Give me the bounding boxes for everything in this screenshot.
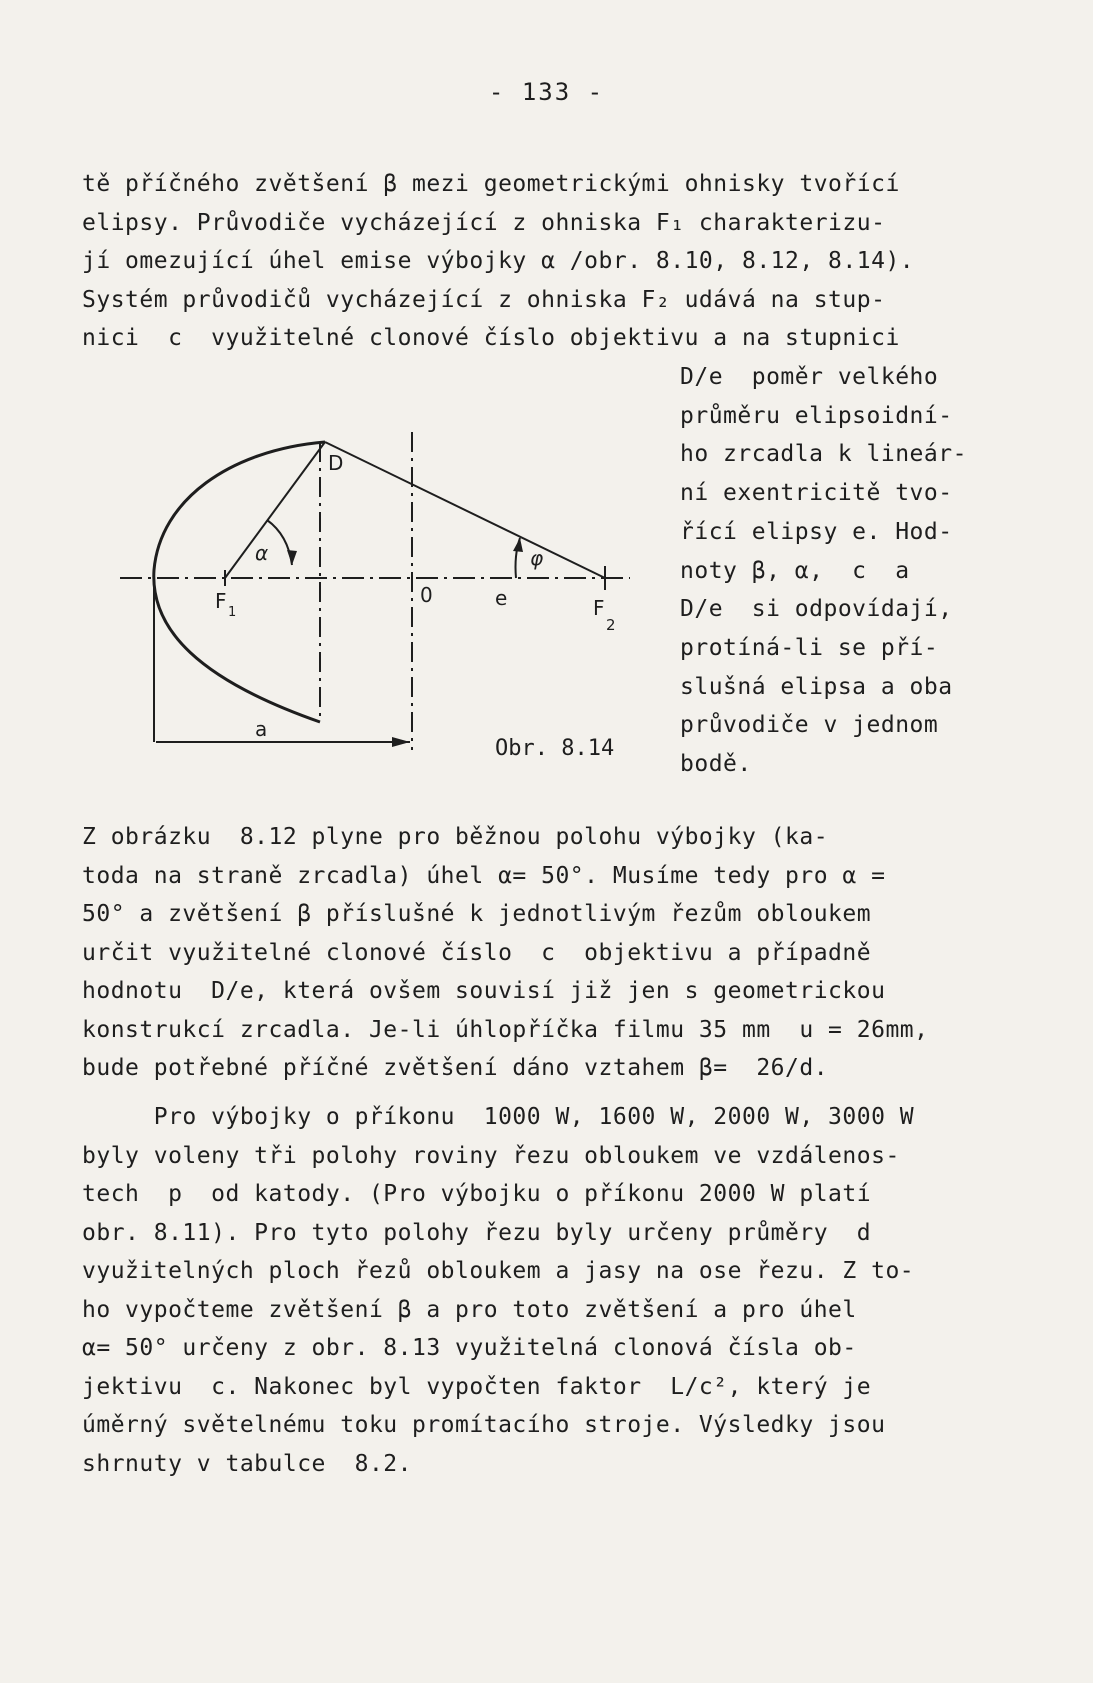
text-line: byly voleny tři polohy roviny řezu obloukem ve vzdálenos- (82, 1142, 900, 1169)
text-line: obr. 8.11). Pro tyto polohy řezu byly určeny průměry d (82, 1219, 872, 1246)
text-line: jektivu c. Nakonec byl vypočten faktor L/c², který je (82, 1373, 872, 1400)
ellipse-arc (154, 442, 325, 722)
text-line: D/e si odpovídají, (680, 596, 953, 623)
text-line: využitelných ploch řezů obloukem a jasy na ose řezu. Z to- (82, 1258, 915, 1284)
label-f1-sub: 1 (228, 605, 237, 620)
text-line: toda na straně zrcadla) úhel α= 50°. Musíme tedy pro α = (82, 862, 886, 889)
figure-caption: Obr. 8.14 (495, 736, 615, 761)
text-line: určit využitelné clonové číslo c objektivu a případně (82, 939, 872, 966)
text-line: bude potřebné příčné zvětšení dáno vztahem β= 26/d. (82, 1055, 829, 1081)
text-line: řící elipsy e. Hod- (680, 518, 953, 545)
text-line: hodnotu D/e, která ovšem souvisí již jen s geometrickou (82, 978, 886, 1004)
text-line: průměru elipsoidní- (680, 402, 953, 429)
label-f1: F (215, 589, 227, 613)
label-e: e (495, 586, 508, 610)
text-line: průvodiče v jednom (680, 712, 939, 739)
text-line: protíná-li se pří- (680, 634, 939, 661)
text-line: elipsy. Průvodiče vycházející z ohniska F₁ charakterizu- (82, 209, 886, 236)
text-line: ní exentricitě tvo- (680, 480, 953, 507)
text-line: nici c využitelné clonové číslo objektivu a na stupnici (82, 325, 900, 351)
text-line: Pro výbojky o příkonu 1000 W, 1600 W, 2000 W, 3000 W (82, 1104, 915, 1130)
sidebar-text (680, 358, 1010, 784)
text-line: Systém průvodičů vycházející z ohniska F₂ udává na stup- (82, 286, 886, 313)
figure-8-14 (120, 420, 660, 770)
text-line: tě příčného zvětšení β mezi geometrickými ohnisky tvořící (82, 171, 900, 197)
text-line: jí omezující úhel emise výbojky α /obr. 8.10, 8.12, 8.14). (82, 248, 915, 274)
label-a: a (255, 717, 268, 741)
text-line: 50° a zvětšení β příslušné k jednotlivým řezům obloukem (82, 901, 872, 927)
text-line: α= 50° určeny z obr. 8.13 využitelná clonová čísla ob- (82, 1335, 857, 1361)
text-line: noty β, α, c a (680, 557, 910, 584)
text-line: ho vypočteme zvětšení β a pro toto zvětšení a pro úhel (82, 1296, 857, 1323)
paragraph-1 (82, 165, 1012, 358)
arrowhead-phi (513, 538, 523, 552)
label-o: 0 (420, 583, 433, 607)
text-line: shrnuty v tabulce 8.2. (82, 1450, 412, 1477)
text-line: úměrný světelnému toku promítacího stroje. Výsledky jsou (82, 1412, 886, 1438)
paragraph-2 (82, 818, 1012, 1088)
label-phi: φ (530, 546, 544, 570)
text-line: tech p od katody. (Pro výbojku o příkonu 2000 W platí (82, 1181, 872, 1207)
label-d: D (328, 451, 344, 475)
paragraph-3 (82, 1098, 1012, 1483)
text-line: D/e poměr velkého (680, 364, 939, 390)
text-line: ho zrcadla k lineár- (680, 441, 967, 468)
label-alpha: α (255, 541, 269, 565)
text-line: Z obrázku 8.12 plyne pro běžnou polohu výbojky (ka- (82, 824, 829, 850)
label-f2: F (593, 596, 605, 620)
arrowhead-alpha (287, 550, 297, 565)
arrowhead-a (392, 737, 410, 747)
text-line: konstrukcí zrcadla. Je-li úhlopříčka filmu 35 mm u = 26mm, (82, 1016, 929, 1043)
text-line: slušná elipsa a oba (680, 673, 953, 700)
label-f2-sub: 2 (606, 616, 616, 634)
text-line: bodě. (680, 751, 752, 778)
ray-f2 (325, 442, 605, 578)
alpha-arc (267, 520, 292, 565)
page-number: - 133 - (488, 78, 605, 106)
